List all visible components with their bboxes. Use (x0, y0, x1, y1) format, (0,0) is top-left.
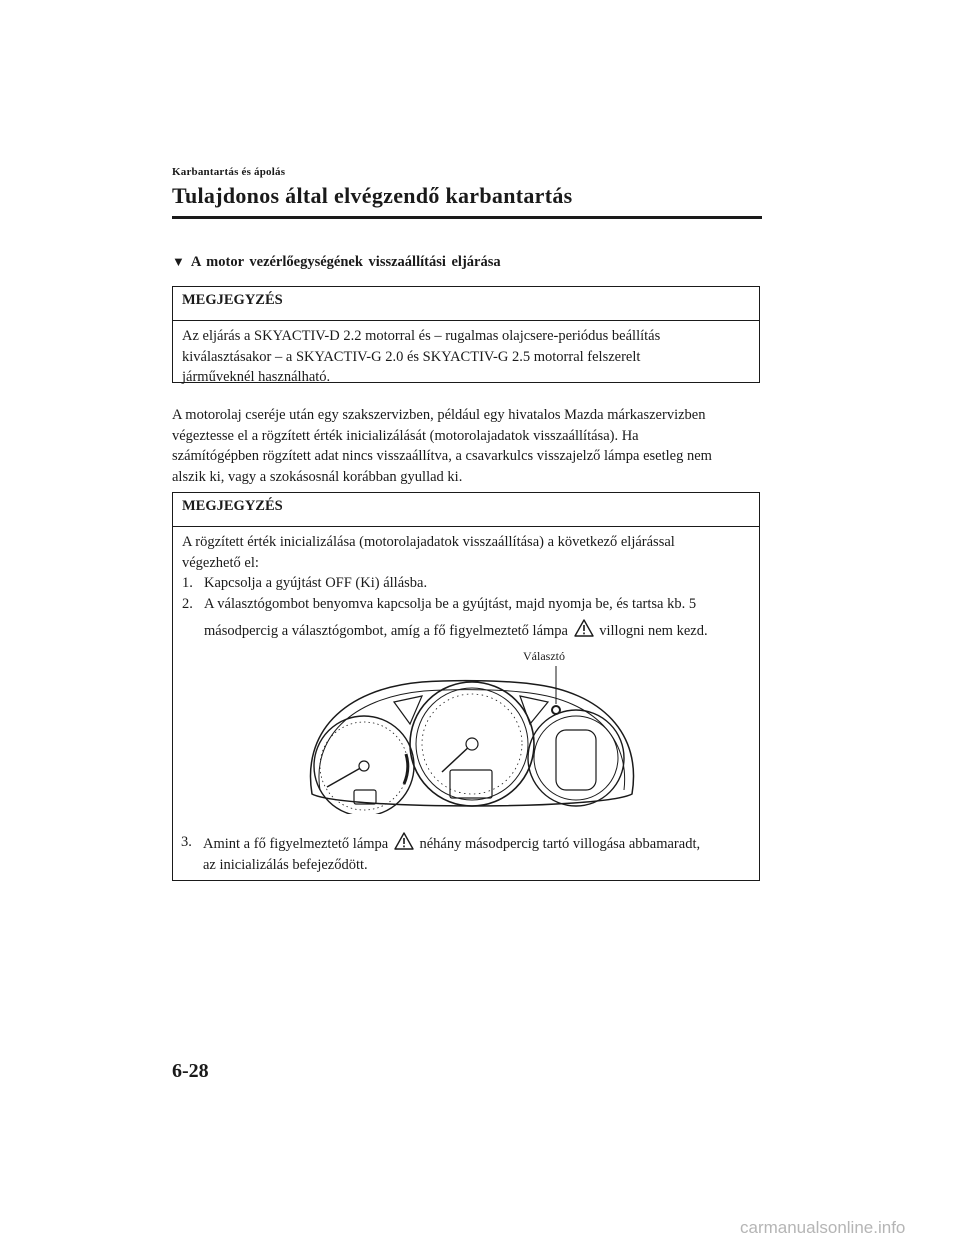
body-paragraph (172, 405, 764, 487)
note-body (173, 321, 759, 394)
watermark: carmanualsonline.info (740, 1218, 906, 1237)
page-number: 6-28 (172, 1060, 209, 1082)
fuel-temp-gauge (528, 710, 624, 806)
step-number: 2. (182, 595, 193, 612)
subheading (172, 254, 501, 271)
step-number: 3. (181, 834, 192, 850)
warning-triangle-icon (394, 832, 414, 850)
note-line: járműveknél használható. (182, 369, 331, 385)
note-body (173, 527, 759, 648)
step-text-line2 (204, 619, 750, 642)
paragraph-line: alszik ki, vagy a szokásosnál korábban gyullad ki. (172, 468, 463, 485)
note-heading: MEGJEGYZÉS (173, 493, 759, 527)
note-line: kiválasztásakor – a SKYACTIV-G 2.0 és SKYACTIV-G 2.5 motorral felszerelt (182, 348, 641, 365)
intro-line: A rögzített érték inicializálása (motorolajadatok visszaállítása) a következő eljárással (182, 534, 675, 550)
title-divider (172, 216, 762, 219)
note-line: Az eljárás a SKYACTIV-D 2.2 motorral és – rugalmas olajcsere-periódus beállítás (182, 328, 661, 344)
step-text: villogni nem kezd. (599, 623, 708, 639)
paragraph-line: A motorolaj cseréje után egy szakszervizben, például egy hivatalos Mazda márkaszervizben (172, 407, 706, 423)
step-text-line1 (203, 832, 760, 855)
step-number: 1. (182, 575, 193, 591)
paragraph-line: végeztesse el a rögzített érték inicializálását (motorolajadatok visszaállítása). Ha (172, 427, 639, 444)
page-title: Tulajdonos által elvégzendő karbantartás (172, 183, 573, 208)
step-text: másodpercig a választógombot, amíg a fő figyelmeztető lámpa (204, 623, 568, 639)
paragraph-line: számítógépben rögzített adat nincs visszaállítva, a csavarkulcs visszajelző lámpa esetleg nem (172, 448, 712, 464)
selector-label: Választó (523, 649, 565, 663)
step-text: Kapcsolja a gyújtást OFF (Ki) állásba. (204, 575, 428, 591)
step-1 (182, 573, 750, 594)
step-3 (181, 832, 760, 875)
note-heading: MEGJEGYZÉS (173, 287, 759, 321)
left-indicator-triangle (394, 696, 422, 724)
section-label: Karbantartás és ápolás (172, 166, 286, 178)
down-triangle-icon: ▼ (172, 254, 185, 269)
step-2 (182, 594, 750, 642)
step-text: Amint a fő figyelmeztető lámpa (203, 836, 389, 852)
instrument-cluster-figure (302, 644, 642, 814)
step-text: A választógombot benyomva kapcsolja be a gyújtást, majd nyomja be, és tartsa kb. 5 (204, 595, 697, 612)
step-text: az inicializálás befejeződött. (203, 856, 368, 873)
step-text: néhány másodpercig tartó villogása abbamaradt, (419, 836, 701, 852)
intro-line: végezhető el: (182, 554, 259, 571)
step-3-container (172, 832, 760, 875)
subheading-text: A motor vezérlőegységének visszaállítási eljárása (190, 254, 501, 270)
note-box-1 (172, 286, 760, 383)
warning-triangle-icon (574, 619, 594, 637)
